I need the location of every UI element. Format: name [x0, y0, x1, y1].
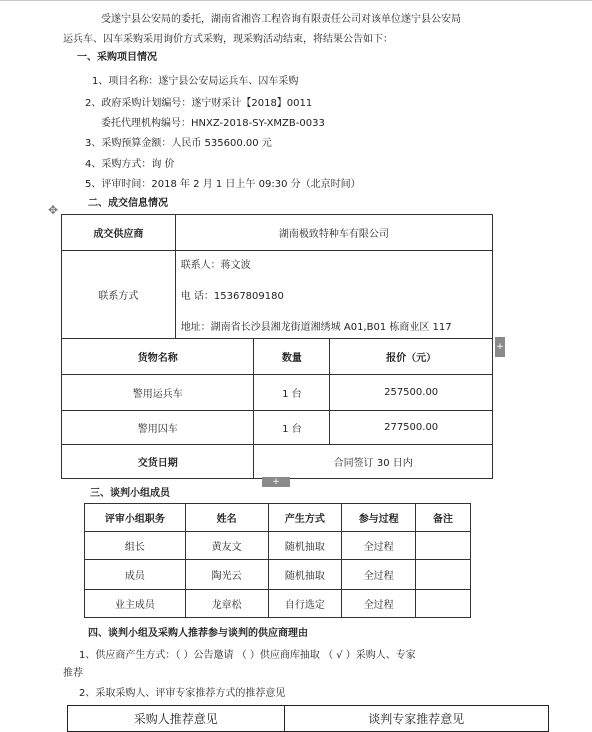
contact-cell — [175, 251, 492, 339]
panel-role: 业主成员 — [85, 590, 186, 618]
section-heading-project: 一、采购项目情况 — [77, 52, 157, 63]
panel-process: 全过程 — [342, 532, 416, 560]
delivery-value: 合同签订 30 日内 — [254, 445, 493, 479]
panel-process: 全过程 — [342, 590, 416, 618]
page-top-border — [0, 0, 592, 1]
goods-header-qty: 数量 — [254, 339, 330, 375]
supplier-source-options-cont: 推荐 — [63, 668, 83, 679]
add-column-icon[interactable]: + — [495, 337, 505, 357]
panel-name: 黄友文 — [185, 532, 268, 560]
panel-method: 随机抽取 — [268, 560, 342, 590]
supplier-source-options: 1、供应商产生方式：（ ）公告邀请 （ ）供应商库抽取 （ √ ）采购人、专家 — [79, 650, 416, 661]
panel-table — [84, 503, 471, 618]
purchaser-opinion-header: 采购人推荐意见 — [68, 706, 285, 732]
section-heading-reasons: 四、谈判小组及采购人推荐参与谈判的供应商理由 — [88, 628, 308, 639]
panel-remark — [416, 590, 471, 618]
goods-price: 257500.00 — [330, 375, 493, 411]
panel-header-method: 产生方式 — [268, 504, 342, 532]
contact-address: 地址：湖南省长沙县湘龙街道湘绣城 A01,B01 栋商业区 117 — [180, 322, 452, 333]
table-row — [85, 560, 471, 590]
goods-price: 277500.00 — [330, 411, 493, 445]
panel-remark — [416, 532, 471, 560]
panel-method: 随机抽取 — [268, 532, 342, 560]
panel-method: 自行选定 — [268, 590, 342, 618]
panel-header-name: 姓名 — [185, 504, 268, 532]
section-heading-panel: 三、谈判小组成员 — [90, 488, 170, 499]
table-row — [62, 411, 493, 445]
supplier-name: 湖南极致特种车有限公司 — [175, 215, 492, 251]
contact-phone: 电 话：15367809180 — [180, 291, 284, 302]
panel-role: 成员 — [85, 560, 186, 590]
project-name: 1、项目名称：遂宁县公安局运兵车、囚车采购 — [92, 76, 299, 87]
contact-person: 联系人：蒋文波 — [180, 260, 251, 271]
delivery-label: 交货日期 — [62, 445, 254, 479]
recommendation-intro: 2、采取采购人、评审专家推荐方式的推荐意见 — [79, 688, 286, 699]
goods-name: 警用囚车 — [62, 411, 254, 445]
table-row — [85, 590, 471, 618]
table-move-handle-icon[interactable]: ✥ — [47, 203, 59, 217]
plan-number: 2、政府采购计划编号：遂宁财采计【2018】0011 — [85, 98, 313, 109]
add-row-icon[interactable]: + — [262, 477, 290, 487]
panel-name: 陶光云 — [185, 560, 268, 590]
intro-line-1: 受遂宁县公安局的委托，湖南省湘咨工程咨询有限责任公司对该单位遂宁县公安局 — [101, 14, 461, 25]
panel-role: 组长 — [85, 532, 186, 560]
section-heading-deal: 二、成交信息情况 — [88, 198, 168, 209]
expert-opinion-header: 谈判专家推荐意见 — [284, 706, 548, 732]
agency-number: 委托代理机构编号：HNXZ-2018-SY-XMZB-0033 — [101, 118, 325, 129]
panel-name: 龙章松 — [185, 590, 268, 618]
panel-header-process: 参与过程 — [342, 504, 416, 532]
goods-qty: 1 台 — [254, 411, 330, 445]
table-row — [62, 375, 493, 411]
contact-label: 联系方式 — [62, 251, 176, 339]
table-row — [85, 532, 471, 560]
intro-line-2: 运兵车、囚车采购采用询价方式采购，现采购活动结束，将结果公告如下： — [63, 34, 393, 45]
panel-header-role: 评审小组职务 — [85, 504, 186, 532]
goods-header-price: 报价（元） — [330, 339, 493, 375]
review-time: 5、评审时间：2018 年 2 月 1 日上午 09:30 分（北京时间） — [85, 179, 361, 190]
goods-header-name: 货物名称 — [62, 339, 254, 375]
supplier-label: 成交供应商 — [62, 215, 176, 251]
panel-header-remark: 备注 — [416, 504, 471, 532]
procurement-method: 4、采购方式：询 价 — [85, 159, 175, 170]
panel-remark — [416, 560, 471, 590]
budget-amount: 3、采购预算金额：人民币 535600.00 元 — [85, 138, 272, 149]
goods-qty: 1 台 — [254, 375, 330, 411]
deal-table — [61, 214, 493, 479]
panel-process: 全过程 — [342, 560, 416, 590]
goods-name: 警用运兵车 — [62, 375, 254, 411]
recommendation-table — [67, 705, 549, 732]
